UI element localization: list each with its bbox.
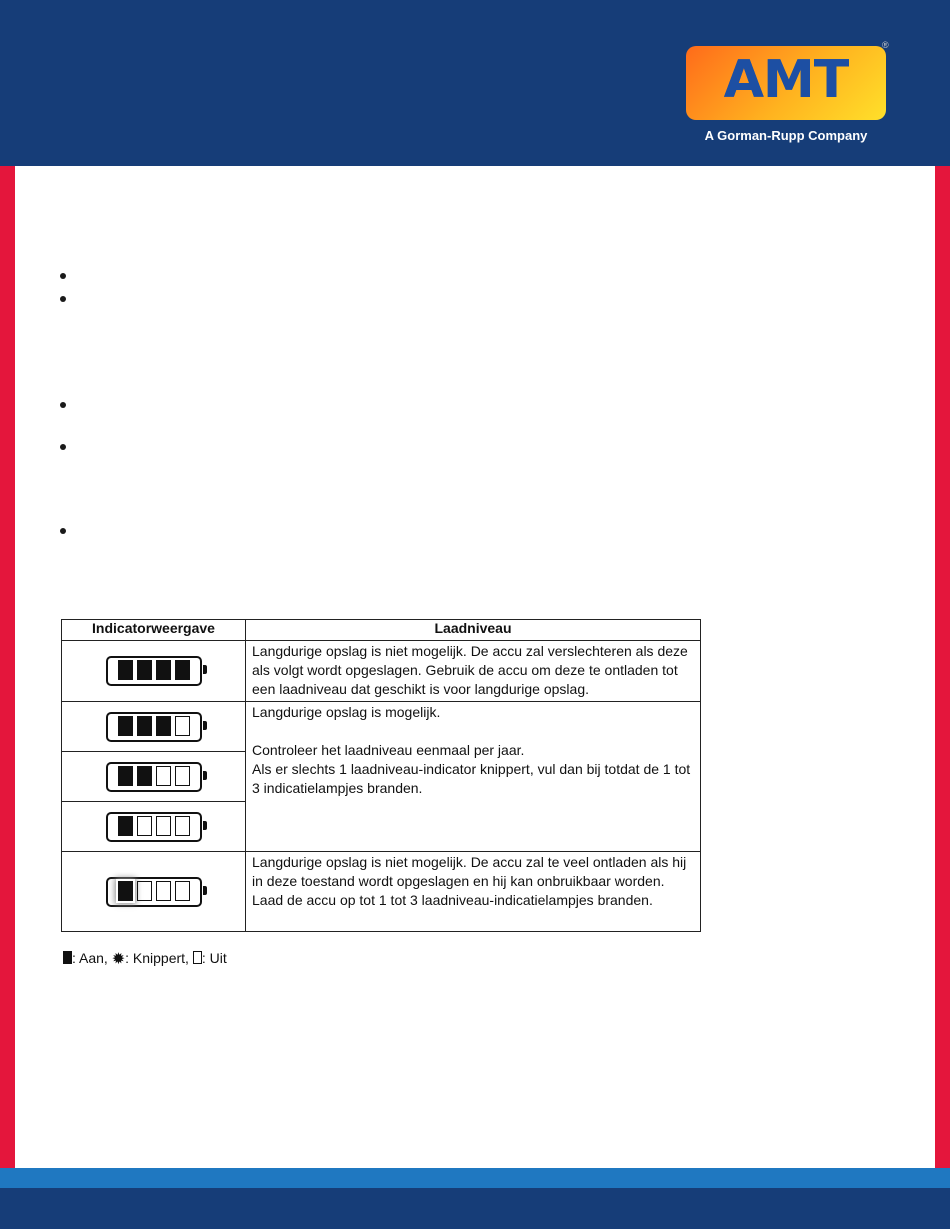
header-indicator: Indicatorweergave xyxy=(62,620,246,641)
battery-blinking-icon xyxy=(106,877,202,907)
amt-logo xyxy=(686,40,889,146)
page-header xyxy=(0,0,950,166)
battery-cell-on xyxy=(137,660,152,680)
battery-cell-off xyxy=(137,881,152,901)
right-accent-bar xyxy=(935,166,950,1168)
lamp-blink-icon: ✹ xyxy=(111,951,126,968)
description-line: Als er slechts 1 laadniveau-indicator knippert, vul dan bij totdat de 1 tot 3 indicatielampjes branden. xyxy=(252,761,691,796)
legend-off-label: : Uit xyxy=(201,950,227,966)
header-charge-level: Laadniveau xyxy=(246,620,701,641)
battery-cell-on xyxy=(156,716,171,736)
table-row xyxy=(62,702,701,752)
description-line: Controleer het laadniveau eenmaal per jaar. xyxy=(252,742,525,758)
battery-2-on-icon xyxy=(106,762,202,792)
charge-level-table xyxy=(61,619,701,932)
lamp-on-icon xyxy=(63,951,72,964)
battery-cell-off xyxy=(175,766,190,786)
battery-cell-on xyxy=(156,660,171,680)
battery-cell-on xyxy=(118,766,133,786)
battery-cell-off xyxy=(175,716,190,736)
lamp-off-icon xyxy=(193,951,202,964)
registered-mark: ® xyxy=(882,40,889,50)
battery-indicator-cell xyxy=(62,852,246,932)
battery-4-on-icon xyxy=(106,656,202,686)
table-row xyxy=(62,852,701,932)
battery-cell-on xyxy=(118,716,133,736)
bullet-1 xyxy=(60,273,66,279)
left-accent-bar xyxy=(0,166,15,1168)
battery-cell-on xyxy=(175,660,190,680)
battery-indicator-cell xyxy=(62,702,246,752)
battery-cell-off xyxy=(156,766,171,786)
table-row xyxy=(62,641,701,702)
battery-cell-on xyxy=(118,660,133,680)
bullet-2 xyxy=(60,296,66,302)
battery-cell-on xyxy=(118,816,133,836)
description-line: Langdurige opslag is mogelijk. xyxy=(252,704,441,720)
battery-indicator-cell xyxy=(62,641,246,702)
indicator-legend xyxy=(63,949,227,969)
charge-level-description xyxy=(246,702,701,852)
battery-cell-off xyxy=(175,881,190,901)
bullet-5 xyxy=(60,528,66,534)
bullet-4 xyxy=(60,444,66,450)
logo-text: AMT xyxy=(723,50,849,110)
legend-on-label: : Aan, xyxy=(72,950,108,966)
logo-tagline: A Gorman-Rupp Company xyxy=(704,128,868,143)
table-header-row xyxy=(62,620,701,641)
battery-cell-off xyxy=(137,816,152,836)
battery-indicator-cell xyxy=(62,802,246,852)
charge-level-description: Langdurige opslag is niet mogelijk. De accu zal verslechteren als deze als volgt wordt opgeslagen. Gebruik de accu om deze te ontladen tot een laadniveau dat geschikt is voor langdurige opslag. xyxy=(246,641,701,702)
battery-cell-on xyxy=(137,716,152,736)
battery-3-on-icon xyxy=(106,712,202,742)
battery-cell-off xyxy=(156,881,171,901)
battery-cell-off xyxy=(175,816,190,836)
battery-cell-blink xyxy=(118,881,133,901)
bullet-3 xyxy=(60,402,66,408)
battery-cell-on xyxy=(137,766,152,786)
battery-1-on-icon xyxy=(106,812,202,842)
footer-accent-band xyxy=(0,1168,950,1188)
charge-level-description: Langdurige opslag is niet mogelijk. De accu zal te veel ontladen als hij in deze toestand wordt opgeslagen en hij kan onbruikbaar worden. Laad de accu op tot 1 tot 3 laadniveau-indicatielampjes branden. xyxy=(246,852,701,932)
battery-indicator-cell xyxy=(62,752,246,802)
battery-cell-off xyxy=(156,816,171,836)
legend-blink-label: : Knippert, xyxy=(125,950,189,966)
page-footer xyxy=(0,1188,950,1229)
